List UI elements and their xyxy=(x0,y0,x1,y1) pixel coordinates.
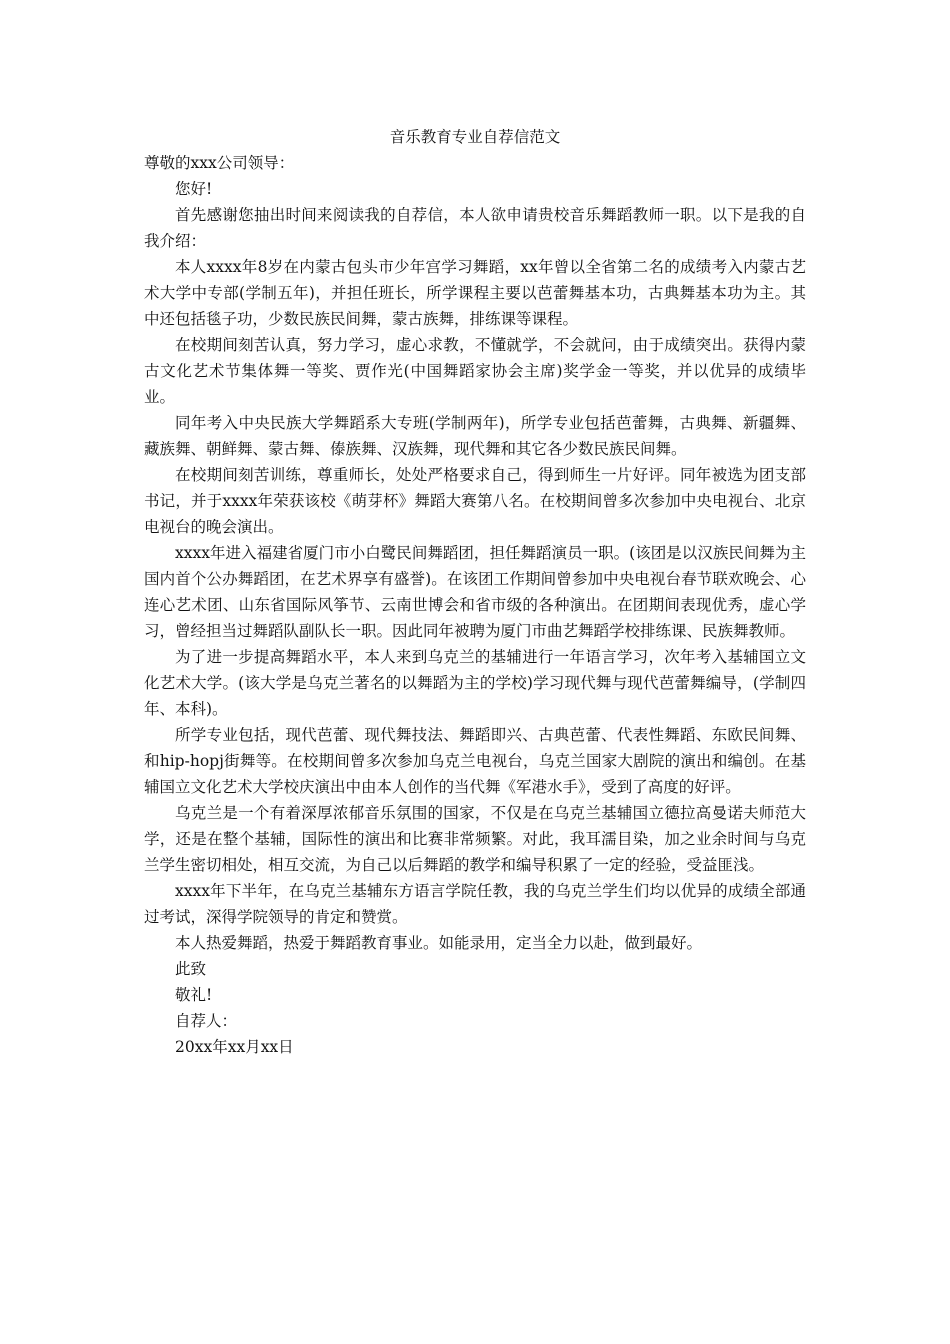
greeting: 您好! xyxy=(175,180,213,198)
letter-page xyxy=(144,124,806,1060)
paragraph: 本人xxxx年8岁在内蒙古包头市少年宫学习舞蹈，xx年曾以全省第二名的成绩考入内蒙古艺术大学中专部(学制五年)，并担任班长，所学课程主要以芭蕾舞基本功，古典舞基本功为主。其中还包括毯子功，少数民族民间舞，蒙古族舞，排练课等课程。 xyxy=(144,258,806,328)
paragraph: xxxx年下半年，在乌克兰基辅东方语言学院任教，我的乌克兰学生们均以优异的成绩全部通过考试，深得学院领导的肯定和赞赏。 xyxy=(144,882,806,926)
paragraph: 在校期间刻苦训练，尊重师长，处处严格要求自己，得到师生一片好评。同年被选为团支部书记，并于xxxx年荣获该校《萌芽杯》舞蹈大赛第八名。在校期间曾多次参加中央电视台、北京电视台的晚会演出。 xyxy=(144,466,806,536)
paragraph: 同年考入中央民族大学舞蹈系大专班(学制两年)，所学专业包括芭蕾舞，古典舞、新疆舞、藏族舞、朝鲜舞、蒙古舞、傣族舞、汉族舞，现代舞和其它各少数民族民间舞。 xyxy=(144,414,806,458)
document-title: 音乐教育专业自荐信范文 xyxy=(389,128,561,146)
paragraph: 本人热爱舞蹈，热爱于舞蹈教育事业。如能录用，定当全力以赴，做到最好。 xyxy=(175,934,703,952)
paragraph: 乌克兰是一个有着深厚浓郁音乐氛围的国家，不仅是在乌克兰基辅国立德拉高曼诺夫师范大学，还是在整个基辅，国际性的演出和比赛非常频繁。对此，我耳濡目染，加之业余时间与乌克兰学生密切相处，相互交流，为自己以后舞蹈的教学和编导积累了一定的经验，受益匪浅。 xyxy=(144,804,806,874)
closing-line: 此致 xyxy=(175,960,207,978)
paragraph: xxxx年进入福建省厦门市小白鹭民间舞蹈团，担任舞蹈演员一职。(该团是以汉族民间舞为主国内首个公办舞蹈团，在艺术界享有盛誉)。在该团工作期间曾参加中央电视台春节联欢晚会、心连心艺术团、山东省国际风筝节、云南世博会和省市级的各种演出。在团期间表现优秀，虚心学习，曾经担当过舞蹈队副队长一职。因此同年被聘为厦门市曲艺舞蹈学校排练课、民族舞教师。 xyxy=(144,544,806,640)
letter-date: 20xx年xx月xx日 xyxy=(175,1038,294,1056)
signature-label: 自荐人： xyxy=(175,1012,238,1030)
paragraph: 为了进一步提高舞蹈水平，本人来到乌克兰的基辅进行一年语言学习，次年考入基辅国立文化艺术大学。(该大学是乌克兰著名的以舞蹈为主的学校)学习现代舞与现代芭蕾舞编导，(学制四年、本科)。 xyxy=(144,648,806,718)
salutation: 尊敬的xxx公司领导： xyxy=(144,154,295,172)
paragraph: 在校期间刻苦认真，努力学习，虚心求教，不懂就学，不会就问，由于成绩突出。获得内蒙古文化艺术节集体舞一等奖、贾作光(中国舞蹈家协会主席)奖学金一等奖，并以优异的成绩毕业。 xyxy=(144,336,806,406)
paragraph: 所学专业包括，现代芭蕾、现代舞技法、舞蹈即兴、古典芭蕾、代表性舞蹈、东欧民间舞、和hip-hopj街舞等。在校期间曾多次参加乌克兰电视台，乌克兰国家大剧院的演出和编创。在基辅国立文化艺术大学校庆演出中由本人创作的当代舞《军港水手》，受到了高度的好评。 xyxy=(144,726,806,796)
paragraph: 首先感谢您抽出时间来阅读我的自荐信，本人欲申请贵校音乐舞蹈教师一职。以下是我的自我介绍： xyxy=(144,206,806,250)
closing-salute: 敬礼! xyxy=(175,986,213,1004)
